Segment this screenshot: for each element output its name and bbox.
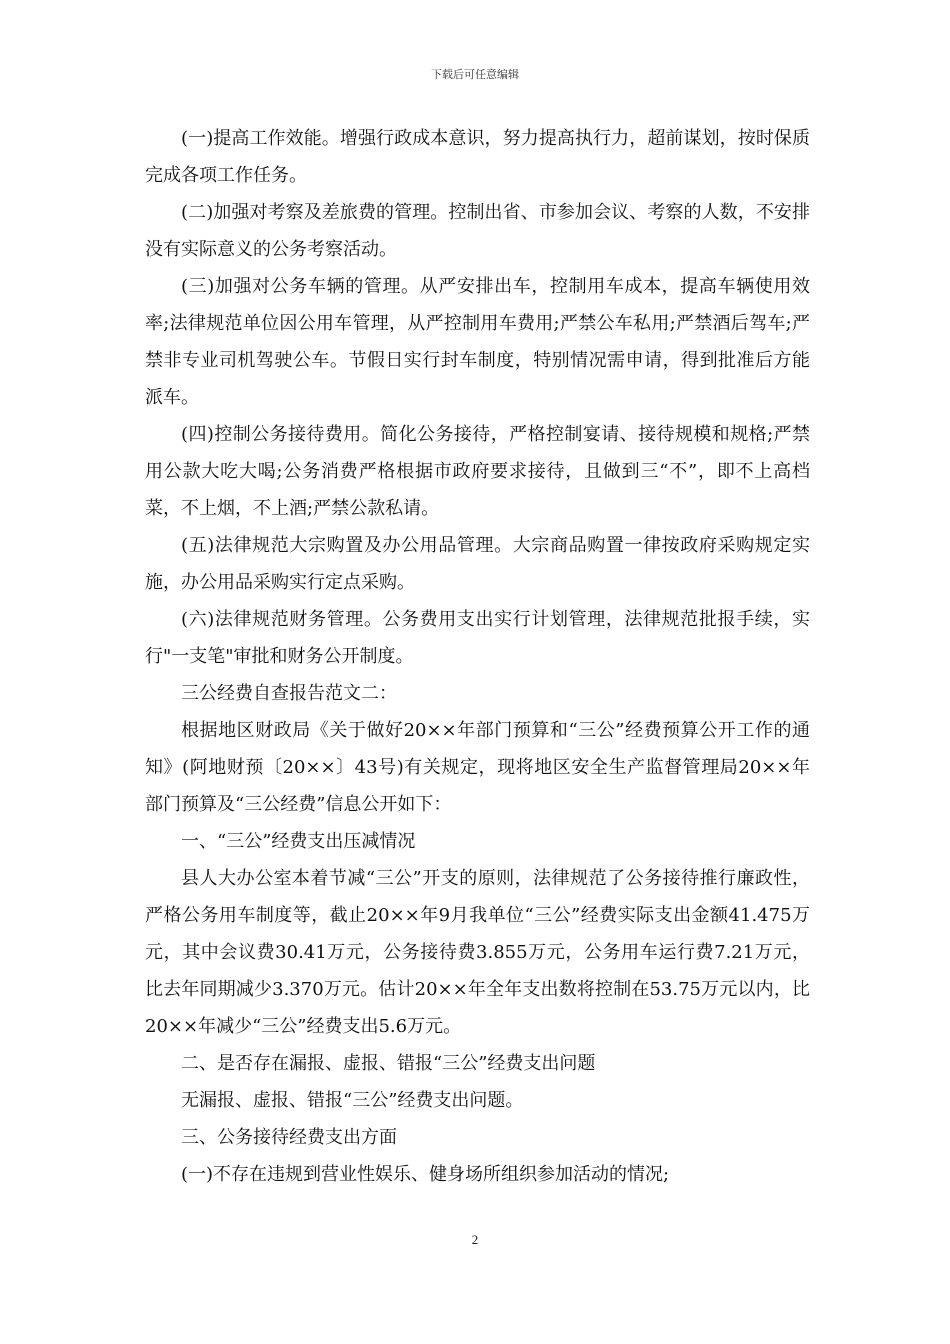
paragraph-vehicle-management: (三)加强对公务车辆的管理。从严安排出车，控制用车成本，提高车辆使用效率;法律规范单位因公用车管理，从严控制用车费用;严禁公车私用;严禁酒后驾车;严禁非专业司机驾驶公车。节假日实行封车制度，特别情况需申请，得到批准后方能派车。 bbox=[145, 276, 810, 408]
section-title-sample-two: 三公经费自查报告范文二： bbox=[181, 683, 397, 704]
paragraph-improve-efficiency: (一)提高工作效能。增强行政成本意识，努力提高执行力，超前谋划，按时保质完成各项工作任务。 bbox=[145, 128, 810, 186]
heading-expense-reduction: 一、“三公”经费支出压减情况 bbox=[181, 831, 416, 852]
page-number: 2 bbox=[471, 1232, 479, 1247]
paragraph-no-misreporting: 无漏报、虚报、错报“三公”经费支出问题。 bbox=[181, 1090, 524, 1111]
paragraph-reception-expenses: (四)控制公务接待费用。简化公务接待，严格控制宴请、接待规模和规格;严禁用公款大吃大喝;公务消费严格根据市政府要求接待，且做到三“不”，即不上高档菜，不上烟，不上酒;严禁公款私请。 bbox=[145, 424, 810, 519]
paragraph-disclosure-basis: 根据地区财政局《关于做好20××年部门预算和“三公”经费预算公开工作的通知》(阿地财预〔20××〕43号)有关规定，现将地区安全生产监督管理局20××年部门预算及“三公经费”信息公开如下： bbox=[145, 720, 810, 815]
heading-reception-expenses: 三、公务接待经费支出方面 bbox=[181, 1127, 397, 1148]
document-body bbox=[145, 120, 810, 1193]
paragraph-travel-expenses: (二)加强对考察及差旅费的管理。控制出省、市参加会议、考察的人数，不安排没有实际意义的公务考察活动。 bbox=[145, 202, 810, 260]
page-header: 下载后可任意编辑 bbox=[431, 68, 519, 81]
paragraph-expense-figures: 县人大办公室本着节减“三公”开支的原则，法律规范了公务接待推行廉政性，严格公务用车制度等，截止20××年9月我单位“三公”经费实际支出金额41.475万元，其中会议费30.41万元，公务接待费3.855万元，公务用车运行费7.21万元，比去年同期减少3.370万元。估计20××年全年支出数将控制在53.75万元以内，比20××年减少“三公”经费支出5.6万元。 bbox=[145, 868, 810, 1037]
paragraph-bulk-purchase: (五)法律规范大宗购置及办公用品管理。大宗商品购置一律按政府采购规定实施，办公用品采购实行定点采购。 bbox=[145, 535, 810, 593]
paragraph-financial-management: (六)法律规范财务管理。公务费用支出实行计划管理，法律规范批报手续，实行"一支笔"审批和财务公开制度。 bbox=[145, 609, 810, 667]
paragraph-no-entertainment-venues: (一)不存在违规到营业性娱乐、健身场所组织参加活动的情况; bbox=[181, 1164, 670, 1185]
heading-misreporting-check: 二、是否存在漏报、虚报、错报“三公”经费支出问题 bbox=[181, 1053, 596, 1074]
